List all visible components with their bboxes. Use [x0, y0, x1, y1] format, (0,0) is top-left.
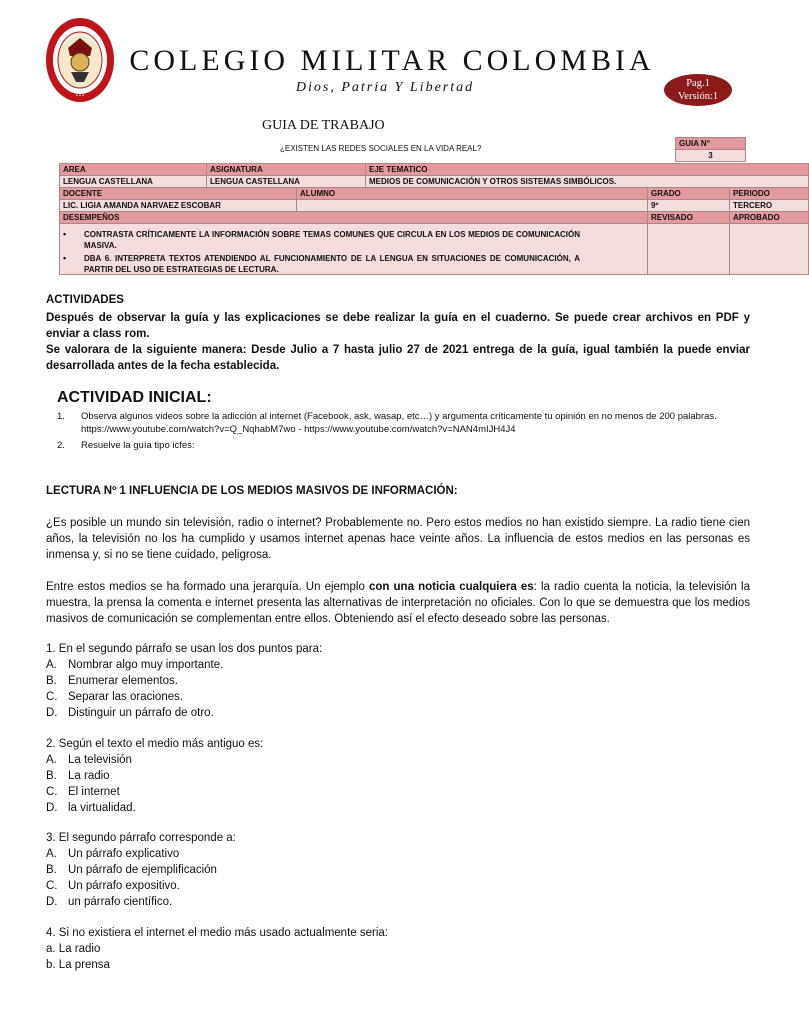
area-value: LENGUA CASTELLANA	[60, 176, 207, 188]
asignatura-header: ASIGNATURA	[207, 164, 366, 176]
grado-value: 9º	[648, 200, 730, 212]
video-links[interactable]: https://www.youtube.com/watch?v=Q_NqhabM7wo - https://www.youtube.com/watch?v=NAN4mIJH4J4	[81, 424, 516, 435]
question-option[interactable]: B. Enumerar elementos.	[46, 675, 178, 687]
eje-header: EJE TEMATICO	[366, 164, 809, 176]
item-text: Observa algunos videos sobre la adicción al internet (Facebook, ask, wasap, etc…) y argumenta críticamente tu opinión en no menos de 200 palabras.	[81, 411, 717, 422]
aprobado-cell[interactable]	[730, 224, 809, 275]
reading-title: LECTURA Nº 1 INFLUENCIA DE LOS MEDIOS MASIVOS DE INFORMACIÓN:	[46, 485, 458, 497]
question-option[interactable]: B. La radio	[46, 770, 110, 782]
question-option[interactable]: D. la virtualidad.	[46, 802, 136, 814]
periodo-header: PERIODO	[730, 188, 809, 200]
question-option[interactable]: B. Un párrafo de ejemplificación	[46, 864, 217, 876]
page-label: Pag.1	[686, 78, 710, 89]
area-header: AREA	[60, 164, 207, 176]
reading-p2-start: Entre estos medios se ha formado una jerarquía. Un ejemplo	[46, 581, 369, 593]
question-option[interactable]: a. La radio	[46, 943, 101, 955]
item-number: 2.	[57, 440, 65, 451]
question-option[interactable]: C. Separar las oraciones.	[46, 691, 184, 703]
guide-question: ¿EXISTEN LAS REDES SOCIALES EN LA VIDA REAL?	[280, 144, 482, 153]
school-name: COLEGIO MILITAR COLOMBIA	[129, 44, 655, 77]
guide-number-value: 3	[676, 150, 746, 162]
reading-paragraph-2	[46, 579, 750, 627]
question-text: 3. El segundo párrafo corresponde a:	[46, 832, 236, 844]
question-block	[46, 736, 726, 816]
guide-number-box	[675, 137, 746, 162]
initial-activity-item	[57, 439, 717, 452]
question-option[interactable]: D. Distinguir un párrafo de otro.	[46, 707, 214, 719]
question-block	[46, 925, 726, 973]
question-option[interactable]: D. un párrafo científico.	[46, 896, 173, 908]
reading-paragraph-1: ¿Es posible un mundo sin televisión, radio o internet? Probablemente no. Pero estos medios no han existido siempre. La radio tiene cien años, la televisión no los ha cumplido y usamos internet apenas hace veinte años. La influencia de estos medios en las personas es inmensa y, si no se tiene cuidado, peligrosa.	[46, 517, 750, 561]
school-crest-logo	[44, 16, 116, 104]
item-text: Resuelve la guía tipo icfes:	[81, 440, 195, 451]
svg-text:• • •: • • •	[75, 93, 85, 99]
revisado-header: REVISADO	[648, 212, 730, 224]
question-option[interactable]: C. El internet	[46, 786, 120, 798]
question-option[interactable]: A. Un párrafo explicativo	[46, 848, 180, 860]
initial-activity-item	[57, 410, 717, 436]
guide-title: GUIA DE TRABAJO	[262, 118, 385, 133]
school-motto: Dios, Patria Y Libertad	[295, 80, 475, 95]
question-block	[46, 830, 726, 910]
alumno-header: ALUMNO	[297, 188, 648, 200]
reading-p2-bold: con una noticia cualquiera es	[368, 581, 534, 593]
version-label: Versión:1	[677, 91, 719, 102]
desempeno-item: • CONTRASTA CRÍTICAMENTE LA INFORMACIÓN SOBRE TEMAS COMUNES QUE CIRCULA EN LOS MEDIOS DE COMUNICACIÓN MASIVA.	[60, 229, 580, 251]
docente-value: LIC. LIGIA AMANDA NARVAEZ ESCOBAR	[60, 200, 297, 212]
desempenos-list	[60, 229, 580, 277]
question-option[interactable]: A. Nombrar algo muy importante.	[46, 659, 224, 671]
question-text: 4. Si no existiera el internet el medio más usado actualmente seria:	[46, 927, 388, 939]
question-option[interactable]: C. Un párrafo expositivo.	[46, 880, 180, 892]
initial-activity-list	[57, 410, 717, 452]
revisado-cell[interactable]	[648, 224, 730, 275]
question-block	[46, 641, 726, 721]
asignatura-value: LENGUA CASTELLANA	[207, 176, 366, 188]
aprobado-header: APROBADO	[730, 212, 809, 224]
item-number: 1.	[57, 411, 65, 422]
reading-p2-end: : la radio cuenta la noticia, la televisión la muestra, la prensa la comenta e internet presenta las alternativas de interpretación no oficiales. Con lo que se demuestra que los medios masivos de comunicación se complementan entre ellos. Obteniendo así el efecto deseado sobre las personas.	[46, 581, 750, 625]
alumno-value[interactable]	[297, 200, 648, 212]
question-option[interactable]: A. La televisión	[46, 754, 132, 766]
desempeno-item: • DBA 6. INTERPRETA TEXTOS ATENDIENDO AL FUNCIONAMIENTO DE LA LENGUA EN SITUACIONES DE COMUNICACIÓN, A PARTIR DEL USO DE ESTRATEGIAS DE LECTURA.	[60, 253, 580, 275]
eje-value: MEDIOS DE COMUNICACIÓN Y OTROS SISTEMAS SIMBÓLICOS.	[366, 176, 809, 188]
activities-evaluation: Se valorara de la siguiente manera: Desde Julio a 7 hasta julio 27 de 2021 entrega de la guía, igual también la puede enviar desarrollada antes de la fecha establecida.	[46, 344, 750, 372]
page-version-badge	[664, 74, 732, 106]
question-text: 2. Según el texto el medio más antiguo es:	[46, 738, 264, 750]
activities-instructions: Después de observar la guía y las explicaciones se debe realizar la guía en el cuaderno. Se puede crear archivos en PDF y enviar a class rom.	[46, 312, 750, 340]
activities-heading: ACTIVIDADES	[46, 294, 124, 306]
desempenos-header: DESEMPEÑOS	[60, 212, 648, 224]
grado-header: GRADO	[648, 188, 730, 200]
periodo-value: TERCERO	[730, 200, 809, 212]
docente-header: DOCENTE	[60, 188, 297, 200]
initial-activity-heading: ACTIVIDAD INICIAL:	[57, 389, 212, 406]
guide-number-label: GUIA N°	[676, 138, 746, 150]
question-text: 1. En el segundo párrafo se usan los dos puntos para:	[46, 643, 323, 655]
question-option[interactable]: b. La prensa	[46, 959, 110, 971]
